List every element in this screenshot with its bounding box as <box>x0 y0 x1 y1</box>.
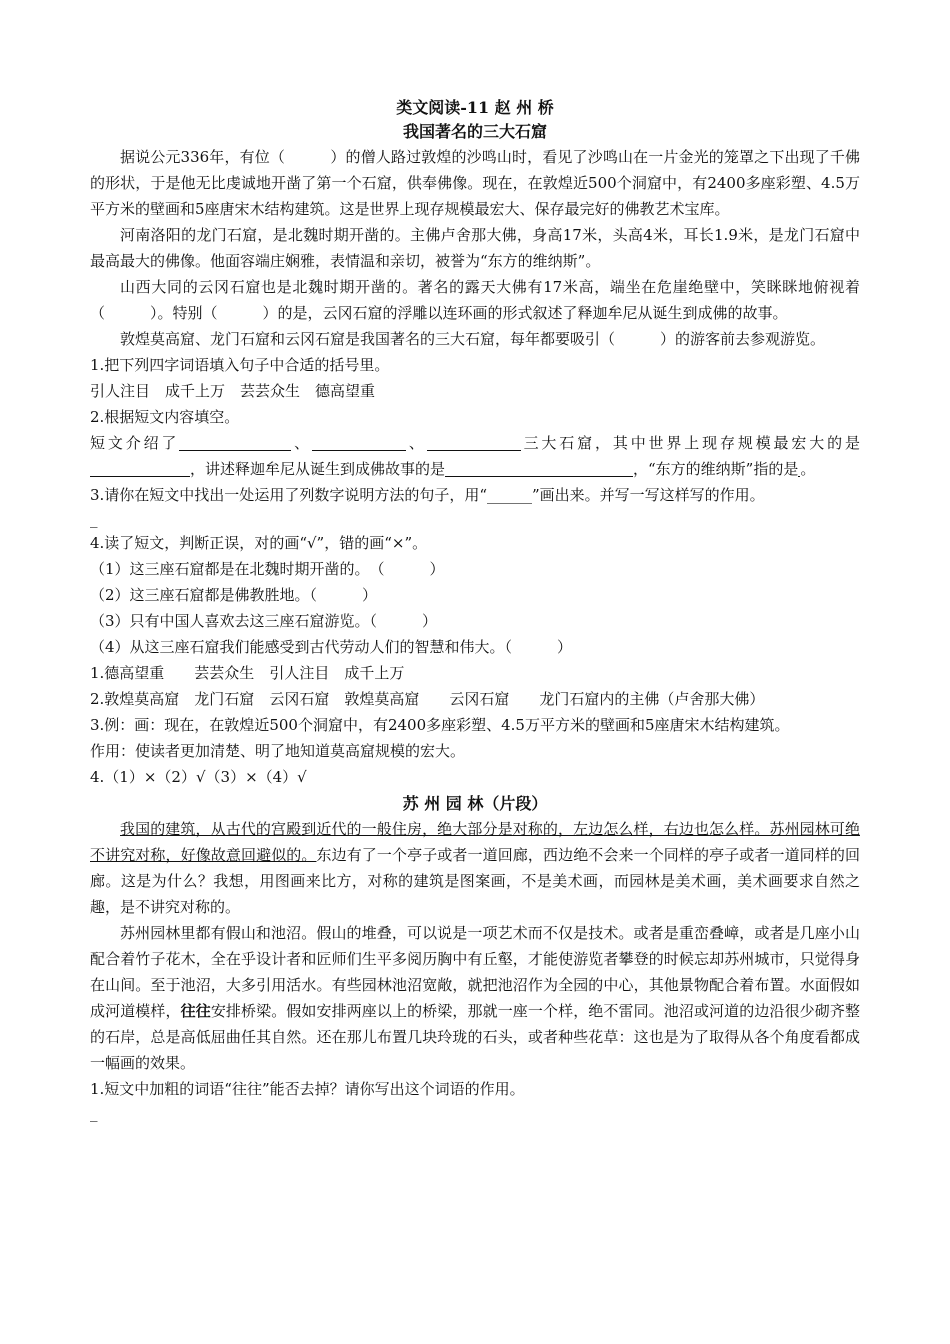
answer-line[interactable]: _ <box>90 1104 98 1122</box>
answer-blank[interactable] <box>90 460 190 477</box>
q2-separator: 、 <box>291 434 312 452</box>
answer-2: 2.敦煌莫高窟 龙门石窟 云冈石窟 敦煌莫高窟 云冈石窟 龙门石窟内的主佛（卢舍那大佛） <box>90 690 765 708</box>
answer-1: 1.德高望重 芸芸众生 引人注目 成千上万 <box>90 664 405 682</box>
question-3: 3.请你在短文中找出一处运用了列数字说明方法的句子，用“______”画出来。并写一写这样写的作用。 <box>90 486 765 504</box>
document-title: 类文阅读-11 赵 州 桥 <box>396 98 554 117</box>
section2-paragraph-2 <box>90 920 860 1076</box>
answer-3: 3.例：画：现在，在敦煌近500个洞窟中，有2400多座彩塑、4.5万平方米的壁画和5座唐宋木结构建筑。 <box>90 716 790 734</box>
question-4: 4.读了短文，判断正误，对的画“√”，错的画“×”。 <box>90 534 428 552</box>
question-4-item-2: （2）这三座石窟都是佛教胜地。（ ） <box>90 586 378 604</box>
q2-end: 。 <box>800 460 816 478</box>
section2-paragraph-1 <box>90 816 860 920</box>
question-1-words: 引人注目 成千上万 芸芸众生 德高望重 <box>90 382 376 400</box>
answer-blank[interactable] <box>312 434 406 451</box>
section2-question-1: 1.短文中加粗的词语“往往”能否去掉？请你写出这个词语的作用。 <box>90 1080 525 1098</box>
document-page <box>90 96 860 1124</box>
section2-heading: 苏 州 园 林（片段） <box>402 794 548 813</box>
underlined-sentence: 我国的建筑，从古代的宫殿到近代的一般住房，绝大部分是对称的，左边怎么样，右边也怎么样。苏州园林可绝不讲究对称，好像故意回避似的。 <box>90 820 860 864</box>
question-4-item-1: （1）这三座石窟都是在北魏时期开凿的。 （ ） <box>90 560 445 578</box>
q2-text-a: 短文介绍了 <box>90 434 180 452</box>
answer-blank[interactable] <box>445 460 633 477</box>
answer-3-purpose: 作用：使读者更加清楚、明了地知道莫高窟规模的宏大。 <box>90 742 466 760</box>
answer-4: 4.（1）×（2）√（3）×（4）√ <box>90 768 307 786</box>
section1-paragraph-2: 河南洛阳的龙门石窟，是北魏时期开凿的。主佛卢舍那大佛，身高17米，头高4米，耳长1.9米，是龙门石窟中最高最大的佛像。他面容端庄娴雅，表情温和亲切，被誉为“东方的维纳斯”。 <box>90 226 860 270</box>
question-4-item-4: （4）从这三座石窟我们能感受到古代劳动人们的智慧和伟大。（ ） <box>90 638 573 656</box>
paragraph-text: 苏州园林里都有假山和池沼。假山的堆叠，可以说是一项艺术而不仅是技术。或者是重峦叠嶂，或者是几座小山配合着竹子花木，全在乎设计者和匠师们生平多阅历胸中有丘壑，才能使游览者攀登的时候忘却苏州城市，只觉得身在山间。至于池沼，大多引用活水。有些园林池沼宽敞，就把池沼作为全园的中心，其他景物配合着布置。水面假如成河道模样， <box>90 924 860 1020</box>
paragraph-text: 安排桥梁。假如安排两座以上的桥梁，那就一座一个样，绝不雷同。池沼或河道的边沿很少砌齐整的石岸，总是高低屈曲任其自然。还在那儿布置几块玲珑的石头，或者种些花草：这也是为了取得从各个角度看都成一幅画的效果。 <box>90 1002 860 1072</box>
section1-paragraph-4: 敦煌莫高窟、龙门石窟和云冈石窟是我国著名的三大石窟，每年都要吸引（ ）的游客前去参观游览。 <box>120 330 826 348</box>
section1-paragraph-1: 据说公元336年，有位（ ）的僧人路过敦煌的沙鸣山时，看见了沙鸣山在一片金光的笼罩之下出现了千佛的形状，于是他无比虔诚地开凿了第一个石窟，供奉佛像。现在，在敦煌近500个洞窟中，有2400多座彩塑、4.5万平方米的壁画和5座唐宋木结构建筑。这是世界上现存规模最宏大、保存最完好的佛教艺术宝库。 <box>90 148 860 218</box>
answer-blank[interactable] <box>427 434 521 451</box>
q2-text-c: ，讲述释迦牟尼从诞生到成佛故事的是 <box>190 460 446 478</box>
paragraph-text: 东边有了一个亭子或者一道回廊，西边绝不会来一个同样的亭子或者一道同样的回廊。这是为什么？我想，用图画来比方，对称的建筑是图案画，不是美术画，而园林是美术画，美术画要求自然之趣，是不讲究对称的。 <box>90 846 860 916</box>
question-2: 2.根据短文内容填空。 <box>90 408 240 426</box>
question-2-fill <box>90 430 860 482</box>
section1-heading: 我国著名的三大石窟 <box>402 122 547 141</box>
answer-blank[interactable] <box>179 434 291 451</box>
q2-separator: 、 <box>406 434 427 452</box>
question-4-item-3: （3）只有中国人喜欢去这三座石窟游览。（ ） <box>90 612 438 630</box>
bold-word: 往往 <box>180 1002 211 1020</box>
question-1: 1.把下列四字词语填入句子中合适的括号里。 <box>90 356 390 374</box>
q2-text-d: ，“东方的维纳斯”指的是 <box>633 460 799 478</box>
section1-paragraph-3: 山西大同的云冈石窟也是北魏时期开凿的。著名的露天大佛有17米高，端坐在危崖绝壁中，笑眯眯地俯视着（ ）。特别（ ）的是，云冈石窟的浮雕以连环画的形式叙述了释迦牟尼从诞生到成佛的故事。 <box>90 278 860 322</box>
answer-line[interactable]: _ <box>90 510 98 528</box>
q2-text-b: 三大石窟，其中世界上现存规模最宏大的是 <box>520 434 860 452</box>
